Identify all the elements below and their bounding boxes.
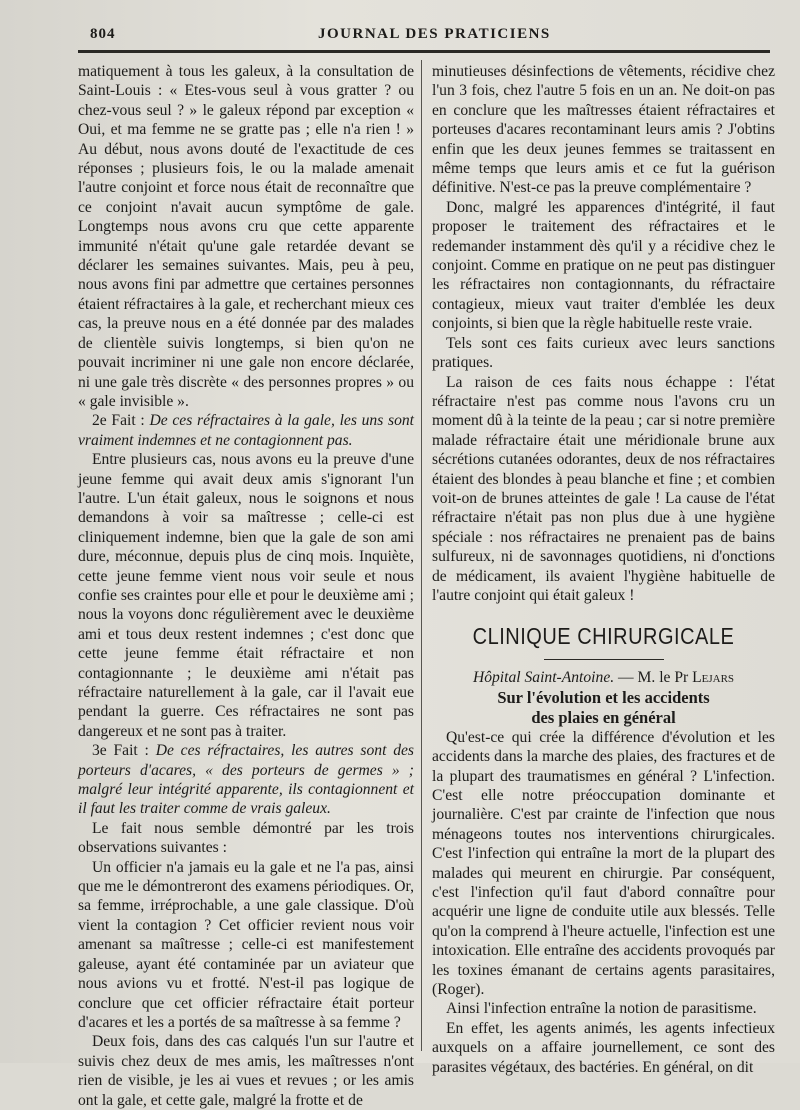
title-rule [544, 659, 664, 660]
byline-dash: — M. le Pr [614, 669, 693, 687]
byline-place: Hôpital Saint-Antoine. [472, 669, 615, 687]
section-title: CLINIQUE CHIRURGICALE [472, 624, 735, 651]
running-title: JOURNAL DES PRATICIENS [318, 26, 551, 42]
paragraph: Tels sont ces faits curieux avec leurs sanctions pratiques. [432, 334, 775, 372]
paragraph-fait-2 [78, 411, 414, 450]
paragraph-fait-3 [78, 741, 414, 819]
paragraph: En effet, les agents animés, les agents infectieux auxquels on a affaire journellement, ce sont des parasites végétaux, des bactéries. En général, on dit [432, 1019, 775, 1076]
byline-author: Lejars [692, 669, 735, 687]
fait-lead: 3e Fait : [92, 742, 156, 760]
fait-statement: De ces réfractaires, les autres sont des porteurs d'acares, « des porteurs de germes » ; malgré leur intégrité apparente, ils contagionnent et il faut les traiter comme de vrais galeux. [78, 742, 414, 818]
right-column [432, 62, 775, 1077]
byline [432, 668, 775, 687]
column-divider [421, 60, 422, 1051]
paragraph: Un officier n'a jamais eu la gale et ne l'a pas, ainsi que me le démontreront des examens périodiques. Or, sa femme, irréprochable, a une gale classique. D'où vient la contagion ? Cet officier revient nous voir amenant sa maîtresse ; celle-ci est manifestement galeuse, ayant été contaminée par un aviateur que nous avions vu et frotté. N'est-il pas logique de conclure que cet officier réfractaire était porteur d'acares et les a portés de sa maîtresse à sa femme ? [78, 858, 414, 1031]
paragraph: minutieuses désinfections de vêtements, récidive chez l'un 3 fois, chez l'autre 5 fois en un an. Ne doit-on pas en conclure que les maîtresses étaient réfractaires et porteuses d'acares recontaminant leurs amis ? J'obtins enfin que les deux jeunes femmes se traitassent en même temps que leurs amis et ce fut la guérison définitive. N'est-ce pas la preuve complémentaire ? [432, 63, 775, 197]
left-column [78, 62, 414, 1110]
page-header [78, 24, 772, 52]
header-rule [78, 50, 770, 53]
paragraph: Qu'est-ce qui crée la différence d'évolution et les accidents dans la marche des plaies, des fractures et de la plupart des traumatismes en général ? L'infection. C'est elle notre préoccupation dominante et journalière. C'est par crainte de l'infection que nous ménageons toutes nos interventions chirurgicales. C'est l'infection qui entraîne la mort de la plupart des malades qui meurent en chirurgie. Par conséquent, c'est l'infection qu'il faut d'abord connaître pour acquérir une ligne de conduite utile aux blessés. Telle qu'on la comprend à l'heure actuelle, l'infection est une intoxication. Elle entraîne des accidents provoqués par les toxines émanant de certains agents parasitaires, (Roger). [432, 728, 775, 999]
page-number: 804 [90, 26, 116, 42]
fait-lead: 2e Fait : [92, 412, 150, 430]
article-subtitle: Sur l'évolution et les accidents [497, 687, 710, 707]
paragraph: Donc, malgré les apparences d'intégrité, il faut proposer le traitement des réfractaires et le redemander instamment dès qu'il y a récidive chez le conjoint. Comme en pratique on ne peut pas distinguer les réfractaires non contagionnants, du réfractaire contagieux, mieux vaut traiter d'emblée les deux conjoints, si bien que la règle habituelle reste vraie. [432, 198, 775, 333]
paragraph: La raison de ces faits nous échappe : l'état réfractaire n'est pas comme nous l'avons cru un moment dû à la teinte de la peau ; car si notre première malade réfractaire était une méridionale brune aux sécrétions cutanées odorantes, deux de nos réfractaires étaient des blondes à peau blanche et fine ; et combien voit-on de brunes atteintes de gale ! La cause de l'état réfractaire n'était pas non plus due à une hygiène spéciale : nos réfractaires ne prenaient pas de bains sulfureux, ni de savonnages quotidiens, ni d'onctions de médicament, ils avaient l'hygiène habituelle de l'autre conjoint qui était galeux ! [432, 373, 775, 604]
paragraph: Le fait nous semble démontré par les trois observations suivantes : [78, 819, 414, 857]
paragraph: matiquement à tous les galeux, à la consultation de Saint-Louis : « Etes-vous seul à vous gratter ? ou chez-vous seul ? » le galeux répond par exception « Oui, et ma femme ne se gratte pas ; elle n'a rien ! » Au début, nous avons douté de l'exactitude de ces réponses ; plusieurs fois, le ou la malade amenait l'autre conjoint et force nous était de reconnaître que ce conjoint n'avait aucun symptôme de gale. Longtemps nous avons cru que cette apparente immunité n'était qu'une gale retardée devant se déclarer les semaines suivantes. Mais, peu à peu, nous avons fini par admettre que certaines personnes étaient réfractaires à la gale, et recherchant mieux ces cas, la preuve nous en a été donnée par des malades de clientèle suivis longtemps, si bien qu'on ne pouvait incriminer ni une gale non encore déclarée, ni une gale très discrète « des personnes propres » ou « gale invisible ». [78, 63, 414, 410]
paragraph: Entre plusieurs cas, nous avons eu la preuve d'une jeune femme qui avait deux amis s'ignorant l'un l'autre. L'un était galeux, nous le soignons et nous demandons à voir sa maîtresse ; celle-ci est cliniquement indemne, bien que la gale de son ami dure, méconnue, depuis plus de cinq mois. Inquiète, cette jeune femme vient nous voir seule et nous confie ses craintes pour elle et pour le deuxième ami ; nous la voyons donc régulièrement avec le deuxième ami et tous deux restent indemnes ; c'est donc que cette jeune femme était réfractaire et non contagionnante ; le deuxième ami n'était pas réfractaire naturellement à la gale, car il l'avait eue pendant la guerre. Ces réfractaires ne sont pas dangereux et ne sont pas à traiter. [78, 451, 415, 740]
article-subtitle: des plaies en général [531, 707, 676, 727]
paragraph: Ainsi l'infection entraîne la notion de parasitisme. [446, 1000, 757, 1018]
paragraph: Deux fois, dans des cas calqués l'un sur l'autre et suivis chez deux de mes amis, les maîtresses n'ont rien de visible, je les ai vues et revues ; or les amis ont la gale, et cette gale, malgré la frotte et de [78, 1033, 414, 1109]
fait-statement: De ces réfractaires à la gale, les uns sont vraiment indemnes et ne contagionnent pas. [78, 412, 414, 449]
